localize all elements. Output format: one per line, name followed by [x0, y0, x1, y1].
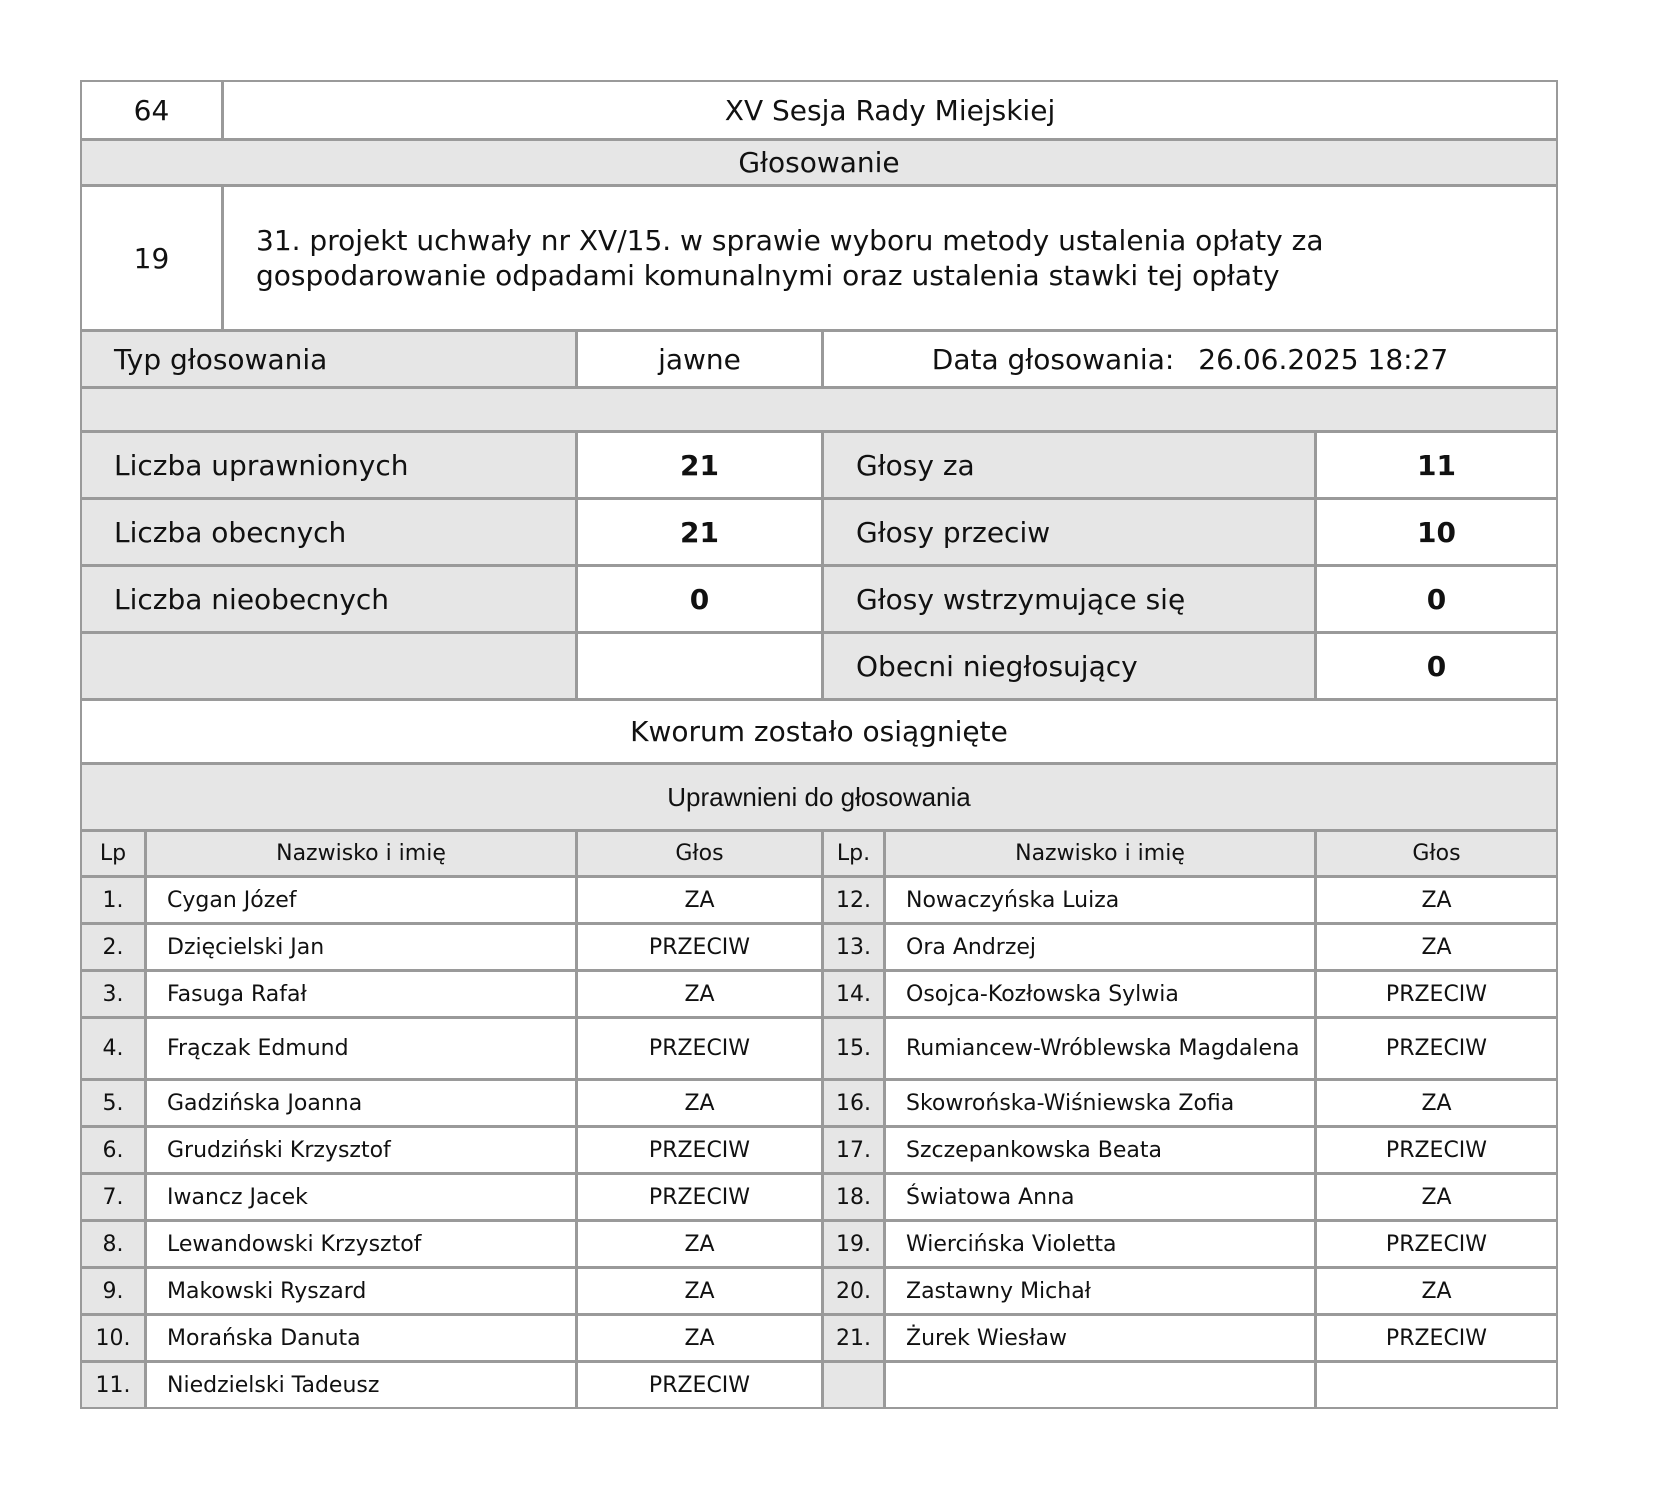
voter-name: Zastawny Michał — [883, 1269, 1314, 1313]
voter-vote: ZA — [575, 878, 821, 922]
col-header-lp-left: Lp — [82, 832, 144, 875]
section-title: Głosowanie — [738, 146, 900, 179]
voter-name — [883, 1363, 1314, 1407]
stat-label-obecnych: Liczba obecnych — [82, 500, 575, 564]
voter-name: Frączak Edmund — [144, 1019, 575, 1078]
voter-name: Wiercińska Violetta — [883, 1222, 1314, 1266]
table-row — [82, 1016, 1556, 1078]
voter-lp: 7. — [82, 1175, 144, 1219]
voter-vote: PRZECIW — [1314, 1019, 1556, 1078]
vote-date — [821, 332, 1556, 386]
section-title-row — [82, 138, 1556, 184]
quorum-row — [82, 698, 1556, 762]
stat-value-obecnych: 21 — [575, 500, 821, 564]
voter-lp: 13. — [821, 925, 883, 969]
stat-label-przeciw: Głosy przeciw — [821, 500, 1314, 564]
stats-row-1 — [82, 430, 1556, 497]
stat-value-wstrzymujace: 0 — [1314, 567, 1556, 631]
voter-vote: PRZECIW — [1314, 1316, 1556, 1360]
voter-lp: 9. — [82, 1269, 144, 1313]
table-row — [82, 875, 1556, 922]
voters-title-row — [82, 762, 1556, 829]
voter-name: Grudziński Krzysztof — [144, 1128, 575, 1172]
voter-vote: PRZECIW — [1314, 1222, 1556, 1266]
table-row — [82, 1219, 1556, 1266]
voter-name: Osojca-Kozłowska Sylwia — [883, 972, 1314, 1016]
voter-name: Dzięcielski Jan — [144, 925, 575, 969]
table-row — [82, 1125, 1556, 1172]
stat-value-nieglosujacy: 0 — [1314, 634, 1556, 698]
voter-name: Lewandowski Krzysztof — [144, 1222, 575, 1266]
voter-lp: 16. — [821, 1081, 883, 1125]
voter-vote: ZA — [1314, 1175, 1556, 1219]
voter-name: Iwancz Jacek — [144, 1175, 575, 1219]
voter-lp: 8. — [82, 1222, 144, 1266]
stat-empty-label — [82, 634, 575, 698]
stat-label-nieglosujacy: Obecni niegłosujący — [821, 634, 1314, 698]
voter-vote: PRZECIW — [575, 925, 821, 969]
voter-name: Żurek Wiesław — [883, 1316, 1314, 1360]
voter-lp: 6. — [82, 1128, 144, 1172]
voter-vote: ZA — [575, 972, 821, 1016]
table-row — [82, 969, 1556, 1016]
voter-name: Ora Andrzej — [883, 925, 1314, 969]
col-header-vote-left: Głos — [575, 832, 821, 875]
topic-text: 31. projekt uchwały nr XV/15. w sprawie wyboru metody ustalenia opłaty za gospodarowanie odpadami komunalnymi oraz ustalenia stawki tej opłaty — [221, 187, 1556, 329]
voter-name: Niedzielski Tadeusz — [144, 1363, 575, 1407]
stat-label-nieobecnych: Liczba nieobecnych — [82, 567, 575, 631]
voter-lp: 14. — [821, 972, 883, 1016]
voter-name: Makowski Ryszard — [144, 1269, 575, 1313]
col-header-name-right: Nazwisko i imię — [883, 832, 1314, 875]
voter-lp — [821, 1363, 883, 1407]
table-row — [82, 1266, 1556, 1313]
voter-vote: PRZECIW — [1314, 972, 1556, 1016]
voter-vote: PRZECIW — [575, 1175, 821, 1219]
stat-label-za: Głosy za — [821, 433, 1314, 497]
stat-value-nieobecnych: 0 — [575, 567, 821, 631]
stats-row-2 — [82, 497, 1556, 564]
topic-row — [82, 184, 1556, 329]
voter-vote: ZA — [1314, 1269, 1556, 1313]
voter-vote: PRZECIW — [1314, 1128, 1556, 1172]
voter-lp: 19. — [821, 1222, 883, 1266]
stats-row-4 — [82, 631, 1556, 698]
voter-lp: 4. — [82, 1019, 144, 1078]
quorum-status: Kworum zostało osiągnięte — [630, 715, 1008, 748]
table-row — [82, 1313, 1556, 1360]
voter-lp: 18. — [821, 1175, 883, 1219]
col-header-vote-right: Głos — [1314, 832, 1556, 875]
vote-date-label: Data głosowania: — [931, 342, 1175, 376]
voter-vote — [1314, 1363, 1556, 1407]
stats-row-3 — [82, 564, 1556, 631]
voter-lp: 20. — [821, 1269, 883, 1313]
vote-type-row — [82, 329, 1556, 386]
voter-name: Nowaczyńska Luiza — [883, 878, 1314, 922]
stat-empty-value — [575, 634, 821, 698]
voter-lp: 15. — [821, 1019, 883, 1078]
vote-type-value: jawne — [575, 332, 821, 386]
voter-lp: 11. — [82, 1363, 144, 1407]
voter-vote: ZA — [575, 1316, 821, 1360]
voter-vote: ZA — [575, 1269, 821, 1313]
voters-column-headers — [82, 829, 1556, 875]
voting-record-table — [80, 80, 1558, 1409]
voter-vote: ZA — [1314, 878, 1556, 922]
voter-lp: 5. — [82, 1081, 144, 1125]
spacer-row — [82, 386, 1556, 430]
voter-lp: 12. — [821, 878, 883, 922]
voter-name: Morańska Danuta — [144, 1316, 575, 1360]
col-header-lp-right: Lp. — [821, 832, 883, 875]
stat-value-uprawnionych: 21 — [575, 433, 821, 497]
col-header-name-left: Nazwisko i imię — [144, 832, 575, 875]
spacer-cell — [82, 389, 1556, 430]
table-row — [82, 922, 1556, 969]
session-header-row — [82, 82, 1556, 138]
vote-type-label: Typ głosowania — [82, 332, 575, 386]
topic-number: 19 — [133, 241, 170, 275]
voter-vote: ZA — [575, 1081, 821, 1125]
voter-vote: ZA — [575, 1222, 821, 1266]
voter-vote: ZA — [1314, 1081, 1556, 1125]
voter-name: Fasuga Rafał — [144, 972, 575, 1016]
voter-lp: 21. — [821, 1316, 883, 1360]
voter-name: Cygan Józef — [144, 878, 575, 922]
voter-vote: ZA — [1314, 925, 1556, 969]
voter-name: Gadzińska Joanna — [144, 1081, 575, 1125]
vote-date-value: 26.06.2025 18:27 — [1198, 342, 1449, 376]
voter-name: Szczepankowska Beata — [883, 1128, 1314, 1172]
table-row — [82, 1360, 1556, 1407]
stat-value-za: 11 — [1314, 433, 1556, 497]
voter-lp: 2. — [82, 925, 144, 969]
voter-lp: 10. — [82, 1316, 144, 1360]
session-number: 64 — [133, 93, 170, 127]
table-row — [82, 1078, 1556, 1125]
voter-vote: PRZECIW — [575, 1019, 821, 1078]
voter-name: Światowa Anna — [883, 1175, 1314, 1219]
stat-label-wstrzymujace: Głosy wstrzymujące się — [821, 567, 1314, 631]
table-row — [82, 1172, 1556, 1219]
stat-value-przeciw: 10 — [1314, 500, 1556, 564]
voters-title: Uprawnieni do głosowania — [667, 781, 971, 812]
voter-lp: 3. — [82, 972, 144, 1016]
voter-vote: PRZECIW — [575, 1363, 821, 1407]
session-title: XV Sesja Rady Miejskiej — [221, 82, 1556, 138]
stat-label-uprawnionych: Liczba uprawnionych — [82, 433, 575, 497]
voter-name: Rumiancew-Wróblewska Magdalena — [883, 1019, 1314, 1078]
voter-name: Skowrońska-Wiśniewska Zofia — [883, 1081, 1314, 1125]
voter-lp: 17. — [821, 1128, 883, 1172]
voter-lp: 1. — [82, 878, 144, 922]
voter-vote: PRZECIW — [575, 1128, 821, 1172]
